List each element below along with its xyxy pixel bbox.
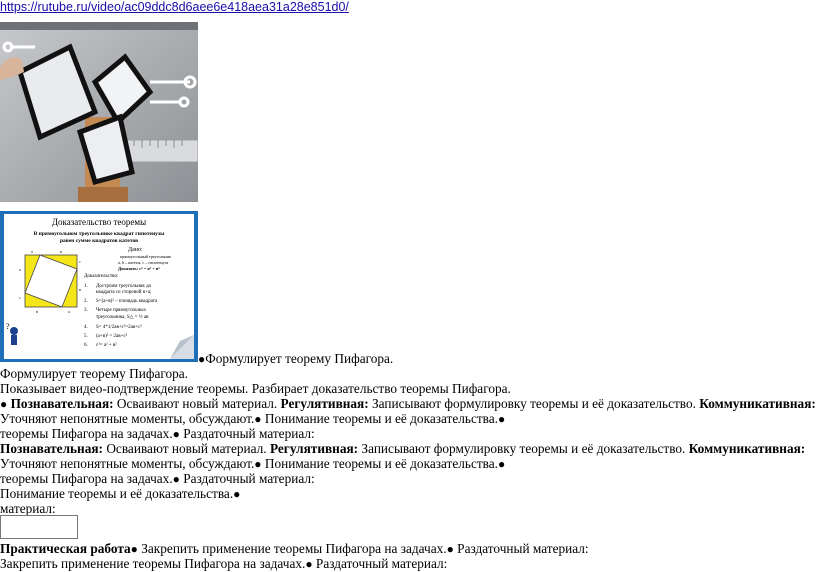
line-text: Формулирует теорему Пифагора.	[0, 366, 188, 381]
proof-step-text: S= 4*1/2ав+с²=2ав+с²	[96, 325, 142, 330]
bullet-icon: ●	[0, 397, 8, 411]
text-line-8	[0, 471, 315, 487]
line-text: Записывают формулировку теоремы и её доказательство.	[358, 441, 689, 456]
bullet-icon: ●	[130, 542, 138, 556]
line-text: Записывают формулировку теоремы и её доказательство.	[368, 396, 700, 411]
proof-step-text: Достроим треугольник до	[96, 284, 152, 289]
label-communicative: Коммуникативная:	[699, 396, 816, 411]
bullet-icon: ●	[198, 352, 206, 366]
slide-subtitle-line1: В прямоугольном треугольнике квадрат гипотенузы	[33, 231, 165, 237]
proof-step-text: (a+в)² = 2ав+с²	[96, 334, 128, 339]
line-text: Понимание теоремы и её доказательства.	[261, 456, 498, 471]
slide-proof-label: Доказательство:	[84, 274, 119, 279]
bullet-icon: ●	[498, 412, 506, 426]
square-label: c	[19, 295, 21, 300]
label-cognitive: Познавательная:	[10, 396, 114, 411]
caption-text: Формулирует теорему Пифагора.	[205, 351, 394, 366]
line-text: Осваивают новый материал.	[103, 441, 270, 456]
label-regulatory: Регулятивная:	[269, 441, 359, 456]
square-label: c	[79, 259, 81, 264]
bullet-icon: ●	[172, 427, 180, 441]
line-text: Уточняют непонятные моменты, обсуждают.	[0, 456, 255, 471]
slide-title: Доказательство теоремы	[51, 217, 147, 227]
video-thumbnail-image[interactable]	[0, 22, 198, 202]
label-practical-work: Практическая работа	[0, 541, 131, 556]
line-text: Раздаточный материал:	[453, 541, 589, 556]
video-thumbnail-icon	[0, 22, 198, 202]
square-label: в	[60, 249, 62, 254]
slide-caption	[198, 351, 393, 367]
text-line-9	[0, 486, 240, 502]
proof-step-number: 3.	[84, 308, 88, 313]
slide-given-label: Дано:	[128, 247, 143, 253]
label-communicative: Коммуникативная:	[688, 441, 806, 456]
label-regulatory: Регулятивная:	[280, 396, 369, 411]
square-label: a	[68, 309, 70, 314]
bullet-icon: ●	[498, 457, 506, 471]
square-label: a	[19, 267, 21, 272]
line-text: теоремы Пифагора на задачах.	[0, 471, 173, 486]
line-text: Раздаточный материал:	[179, 471, 315, 486]
text-line-10	[0, 501, 56, 516]
line-text: Понимание теоремы и её доказательства.	[261, 411, 498, 426]
label-cognitive: Познавательная:	[0, 441, 103, 456]
proof-step-number: 6.	[84, 343, 88, 348]
pythagoras-square-diagram	[19, 249, 81, 314]
proof-step-text: треугольника, S△ = ½ ав	[96, 315, 149, 320]
bullet-icon: ●	[254, 457, 262, 471]
proof-slide-image	[0, 211, 198, 362]
text-line-4	[0, 411, 505, 427]
video-link[interactable]: https://rutube.ru/video/ac09ddc8d6aee6e418aea31a28e851d0/	[0, 0, 349, 14]
slide-subtitle-line2: равен сумме квадратов катетов	[59, 238, 139, 244]
line-text: материал:	[0, 501, 56, 516]
proof-step-number: 5.	[84, 334, 88, 339]
text-line-11	[0, 541, 589, 557]
line-text: Показывает видео-подтверждение теоремы. Разбирает доказательство теоремы Пифагора.	[0, 381, 511, 396]
bullet-icon: ●	[305, 557, 313, 571]
square-label: в	[79, 287, 81, 292]
text-line-3	[0, 396, 816, 412]
proof-step-text: квадрата со стороной в+а;	[96, 290, 152, 295]
line-text: Понимание теоремы и её доказательства.	[0, 486, 234, 501]
bullet-icon: ●	[172, 472, 180, 486]
square-label: a	[31, 249, 33, 254]
proof-step-number: 1.	[84, 284, 88, 289]
slide-given-line1: прямоугольный треугольник	[120, 254, 171, 259]
line-text: Закрепить применение теоремы Пифагора на задачах.	[0, 556, 306, 571]
proof-step-number: 4.	[84, 325, 88, 330]
slide-prove-line: Доказать: c² = a² + в²	[118, 266, 160, 271]
text-line-5	[0, 426, 315, 442]
text-line-2	[0, 381, 511, 396]
svg-text:?: ?	[6, 322, 10, 331]
line-text: теоремы Пифагора на задачах.	[0, 426, 173, 441]
proof-step-text: Четыре прямоугольных	[96, 308, 147, 313]
line-text: Раздаточный материал:	[179, 426, 315, 441]
text-line-1	[0, 366, 188, 381]
bullet-icon: ●	[446, 542, 454, 556]
empty-box	[0, 515, 78, 539]
square-label: в	[36, 309, 38, 314]
proof-step-number: 2.	[84, 299, 88, 304]
text-line-7	[0, 456, 505, 472]
line-text: Осваивают новый материал.	[113, 396, 281, 411]
proof-step-text: S=(a+в)² – площадь квадрата	[96, 299, 158, 304]
line-text: Уточняют непонятные моменты, обсуждают.	[0, 411, 255, 426]
text-line-12	[0, 556, 447, 572]
bullet-icon: ●	[233, 487, 241, 501]
line-text: Раздаточный материал:	[312, 556, 448, 571]
text-line-6	[0, 441, 805, 456]
line-text: Закрепить применение теоремы Пифагора на задачах.	[137, 541, 447, 556]
proof-step-text: с²= a² + в²	[96, 343, 117, 348]
bullet-icon: ●	[254, 412, 262, 426]
slide-given-line2: a, b – катеты, с – гипотенуза	[118, 260, 169, 265]
